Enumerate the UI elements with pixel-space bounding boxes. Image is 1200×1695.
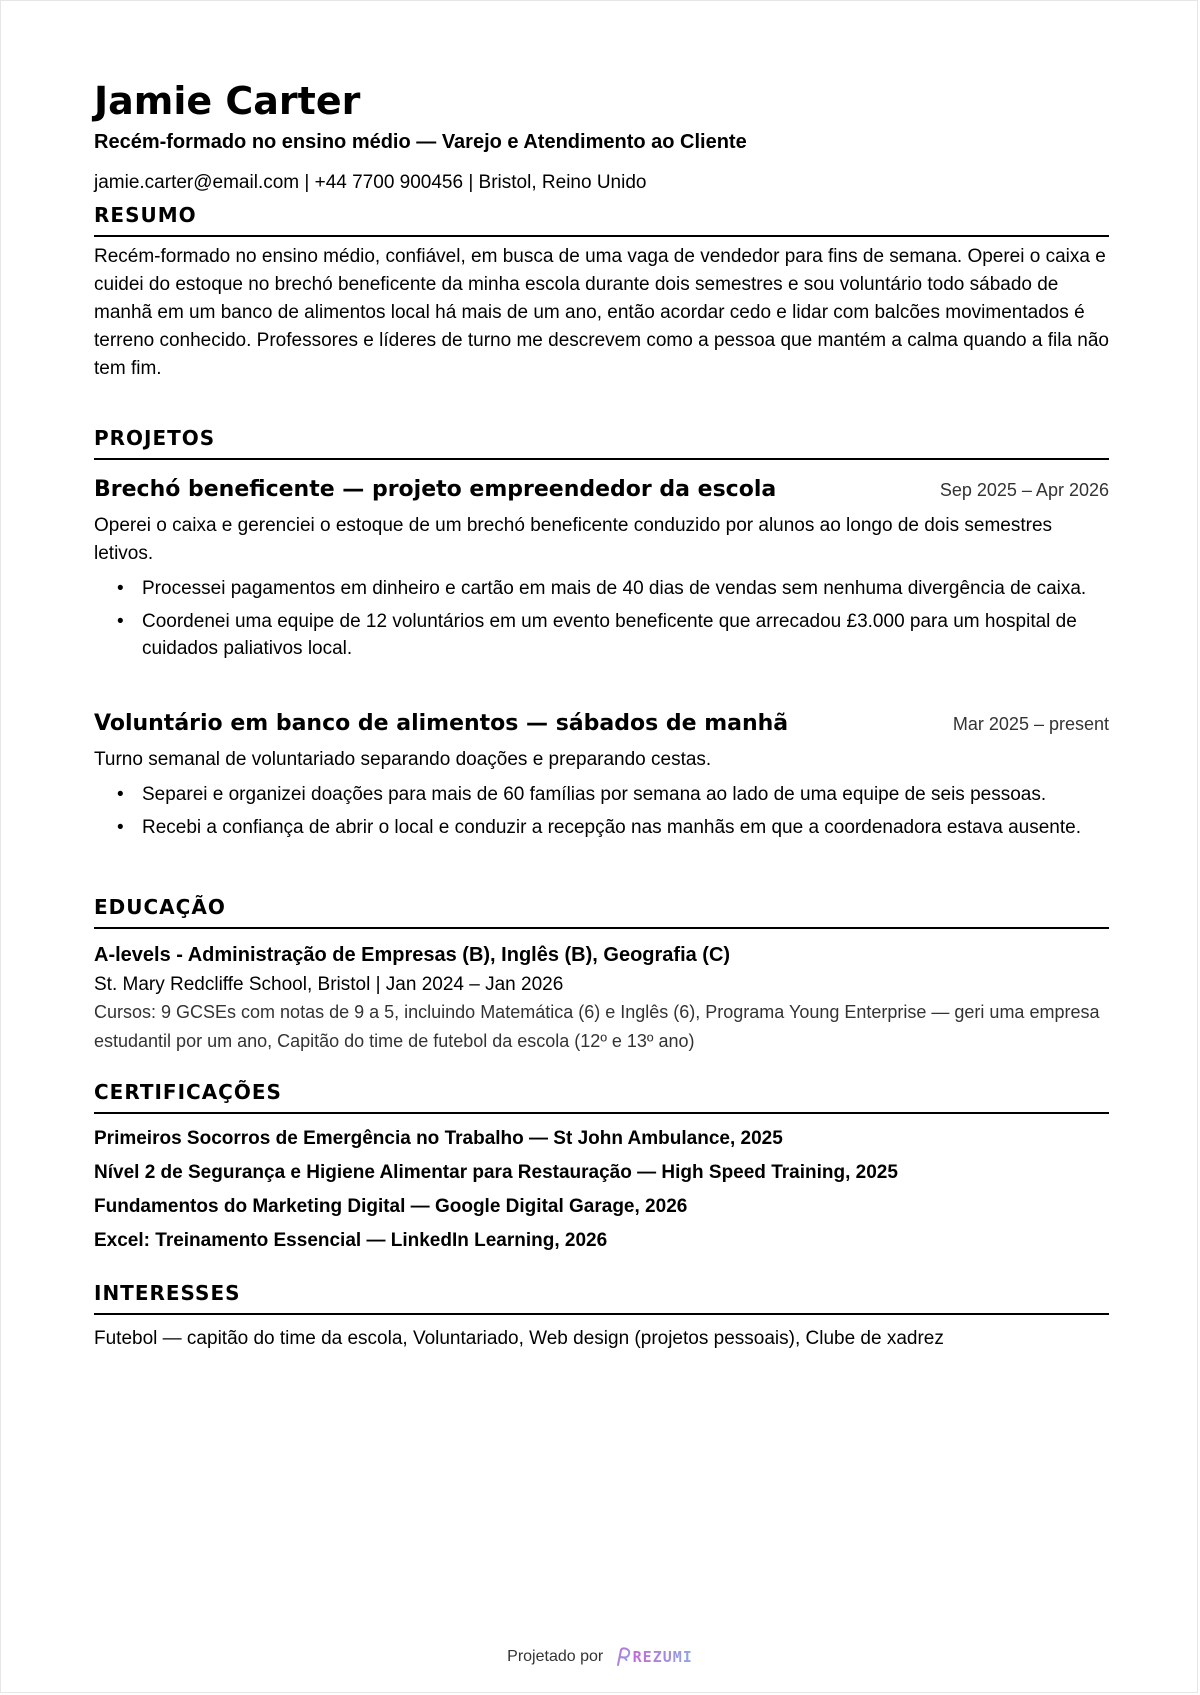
bullet-icon: • bbox=[117, 578, 124, 599]
list-item bbox=[94, 608, 1109, 662]
brand-logo[interactable] bbox=[614, 1646, 693, 1668]
project-bullet-list bbox=[94, 781, 1109, 847]
summary-text: Recém-formado no ensino médio, confiável, em busca de uma vaga de vendedor para fins de semana. Operei o caixa e cuidei do estoque no brechó beneficente da minha escola durante dois semestres e sou voluntário todo sábado de manhã em um banco de alimentos local há mais de um ano, então acordar cedo e lidar com balcões movimentados é terreno conhecido. Professores e líderes de turno me descrevem como a pessoa que mantém a calma quando a fila não tem fim. bbox=[94, 246, 1109, 379]
footer bbox=[1, 1646, 1199, 1668]
education-degree: A-levels - Administração de Empresas (B), Inglês (B), Geografia (C) bbox=[94, 944, 731, 966]
section-title-projects: PROJETOS bbox=[94, 425, 1109, 460]
section-title-certifications: CERTIFICAÇÕES bbox=[94, 1079, 1109, 1114]
bullet-text: Processei pagamentos em dinheiro e cartão em mais de 40 dias de vendas sem nenhuma divergência de caixa. bbox=[142, 578, 1087, 599]
project-description: Operei o caixa e gerenciei o estoque de um brechó beneficente conduzido por alunos ao longo de dois semestres letivos. bbox=[94, 515, 1053, 564]
bullet-text: Recebi a confiança de abrir o local e conduzir a recepção nas manhãs em que a coordenadora estava ausente. bbox=[142, 817, 1081, 838]
bullet-icon: • bbox=[117, 817, 124, 838]
project-date: Mar 2025 – present bbox=[952, 714, 1109, 734]
list-item bbox=[94, 781, 1109, 808]
bullet-text: Coordenei uma equipe de 12 voluntários em um evento beneficente que arrecadou £3.000 para um hospital de cuidados paliativos local. bbox=[142, 611, 1077, 659]
section-title-interests: INTERESSES bbox=[94, 1280, 1109, 1315]
certification-item: Nível 2 de Segurança e Higiene Alimentar para Restauração — High Speed Training, 2025 bbox=[94, 1162, 898, 1183]
education-courses: Cursos: 9 GCSEs com notas de 9 a 5, incluindo Matemática (6) e Inglês (6), Programa Young Enterprise — geri uma empresa estudantil por um ano, Capitão do time de futebol da escola (12º e 13º ano) bbox=[94, 1002, 1100, 1051]
bullet-icon: • bbox=[117, 611, 124, 632]
bullet-icon: • bbox=[117, 784, 124, 805]
list-item bbox=[94, 814, 1109, 841]
section-title-summary: RESUMO bbox=[94, 202, 1109, 237]
project-description: Turno semanal de voluntariado separando doações e preparando cestas. bbox=[94, 749, 712, 770]
candidate-name: Jamie Carter bbox=[94, 79, 361, 123]
rezumi-logo-icon bbox=[614, 1647, 632, 1667]
education-school: St. Mary Redcliffe School, Bristol | Jan 2024 – Jan 2026 bbox=[94, 974, 564, 995]
interests-text: Futebol — capitão do time da escola, Voluntariado, Web design (projetos pessoais), Clube de xadrez bbox=[94, 1328, 944, 1349]
brand-name: REZUMI bbox=[632, 1648, 693, 1666]
section-title-education: EDUCAÇÃO bbox=[94, 894, 1109, 929]
project-bullet-list bbox=[94, 575, 1109, 668]
list-item bbox=[94, 575, 1109, 602]
candidate-headline: Recém-formado no ensino médio — Varejo e Atendimento ao Cliente bbox=[94, 131, 747, 153]
project-title: Brechó beneficente — projeto empreendedor da escola bbox=[94, 477, 777, 502]
project-date: Sep 2025 – Apr 2026 bbox=[939, 480, 1109, 500]
contact-line: jamie.carter@email.com | +44 7700 900456 | Bristol, Reino Unido bbox=[94, 172, 647, 193]
certification-item: Primeiros Socorros de Emergência no Trabalho — St John Ambulance, 2025 bbox=[94, 1128, 783, 1149]
project-title: Voluntário em banco de alimentos — sábados de manhã bbox=[94, 711, 789, 736]
certification-item: Excel: Treinamento Essencial — LinkedIn Learning, 2026 bbox=[94, 1230, 608, 1251]
bullet-text: Separei e organizei doações para mais de 60 famílias por semana ao lado de uma equipe de seis pessoas. bbox=[142, 784, 1047, 805]
footer-label: Projetado por bbox=[507, 1648, 604, 1666]
certification-item: Fundamentos do Marketing Digital — Google Digital Garage, 2026 bbox=[94, 1196, 688, 1217]
